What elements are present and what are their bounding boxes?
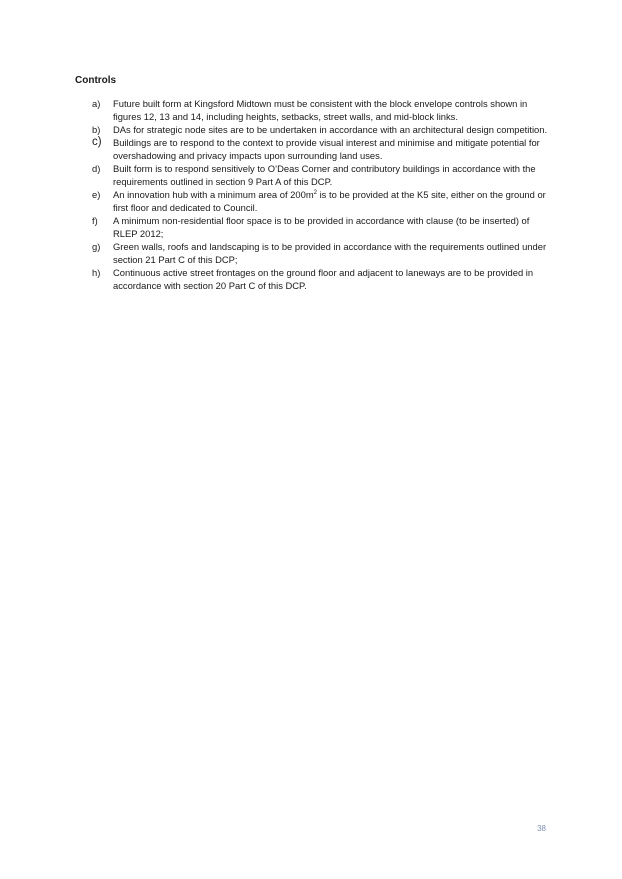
list-item <box>75 97 555 123</box>
list-item-text-before: An innovation hub with a minimum area of 200m <box>113 189 314 200</box>
list-item-text: Continuous active street frontages on the ground floor and adjacent to laneways are to be provided in accordance with section 20 Part C of this DCP. <box>113 267 534 291</box>
list-item <box>75 123 555 136</box>
page-number: 38 <box>537 824 546 833</box>
list-item-text <box>113 189 546 213</box>
superscript: 2 <box>313 189 317 196</box>
list-item-text: Green walls, roofs and landscaping is to be provided in accordance with the requirements outlined under section 21 Part C of this DCP; <box>113 241 547 265</box>
list-item-text: DAs for strategic node sites are to be undertaken in accordance with an architectural design competition. <box>113 124 548 135</box>
list-marker: h) <box>92 267 101 278</box>
list-item <box>75 240 555 266</box>
list-marker: d) <box>92 163 101 174</box>
list-item <box>75 162 555 188</box>
list-marker: g) <box>92 241 101 252</box>
list-marker: a) <box>92 98 101 109</box>
list-marker: f) <box>92 215 98 226</box>
list-item-text-after: is to be provided at the K5 site, either on the ground or first floor and dedicated to Council. <box>113 189 546 213</box>
list-item-text: Future built form at Kingsford Midtown must be consistent with the block envelope controls shown in figures 12, 13 and 14, including heights, setbacks, street walls, and mid-block links. <box>113 98 528 122</box>
list-item <box>75 214 555 240</box>
list-marker: b) <box>92 124 101 135</box>
list-marker: c) <box>92 136 102 148</box>
controls-list <box>75 97 555 292</box>
list-marker: e) <box>92 189 101 200</box>
list-item-text: Built form is to respond sensitively to O’Deas Corner and contributory buildings in accordance with the requirements outlined in section 9 Part A of this DCP. <box>113 163 536 187</box>
section-heading: Controls <box>75 75 117 86</box>
list-item <box>75 136 555 162</box>
list-item <box>75 266 555 292</box>
list-item-text: Buildings are to respond to the context to provide visual interest and minimise and mitigate potential for overshadowing and privacy impacts upon surrounding land uses. <box>113 137 540 161</box>
list-item-text: A minimum non-residential floor space is to be provided in accordance with clause (to be inserted) of RLEP 2012; <box>113 215 530 239</box>
list-item <box>75 188 555 214</box>
